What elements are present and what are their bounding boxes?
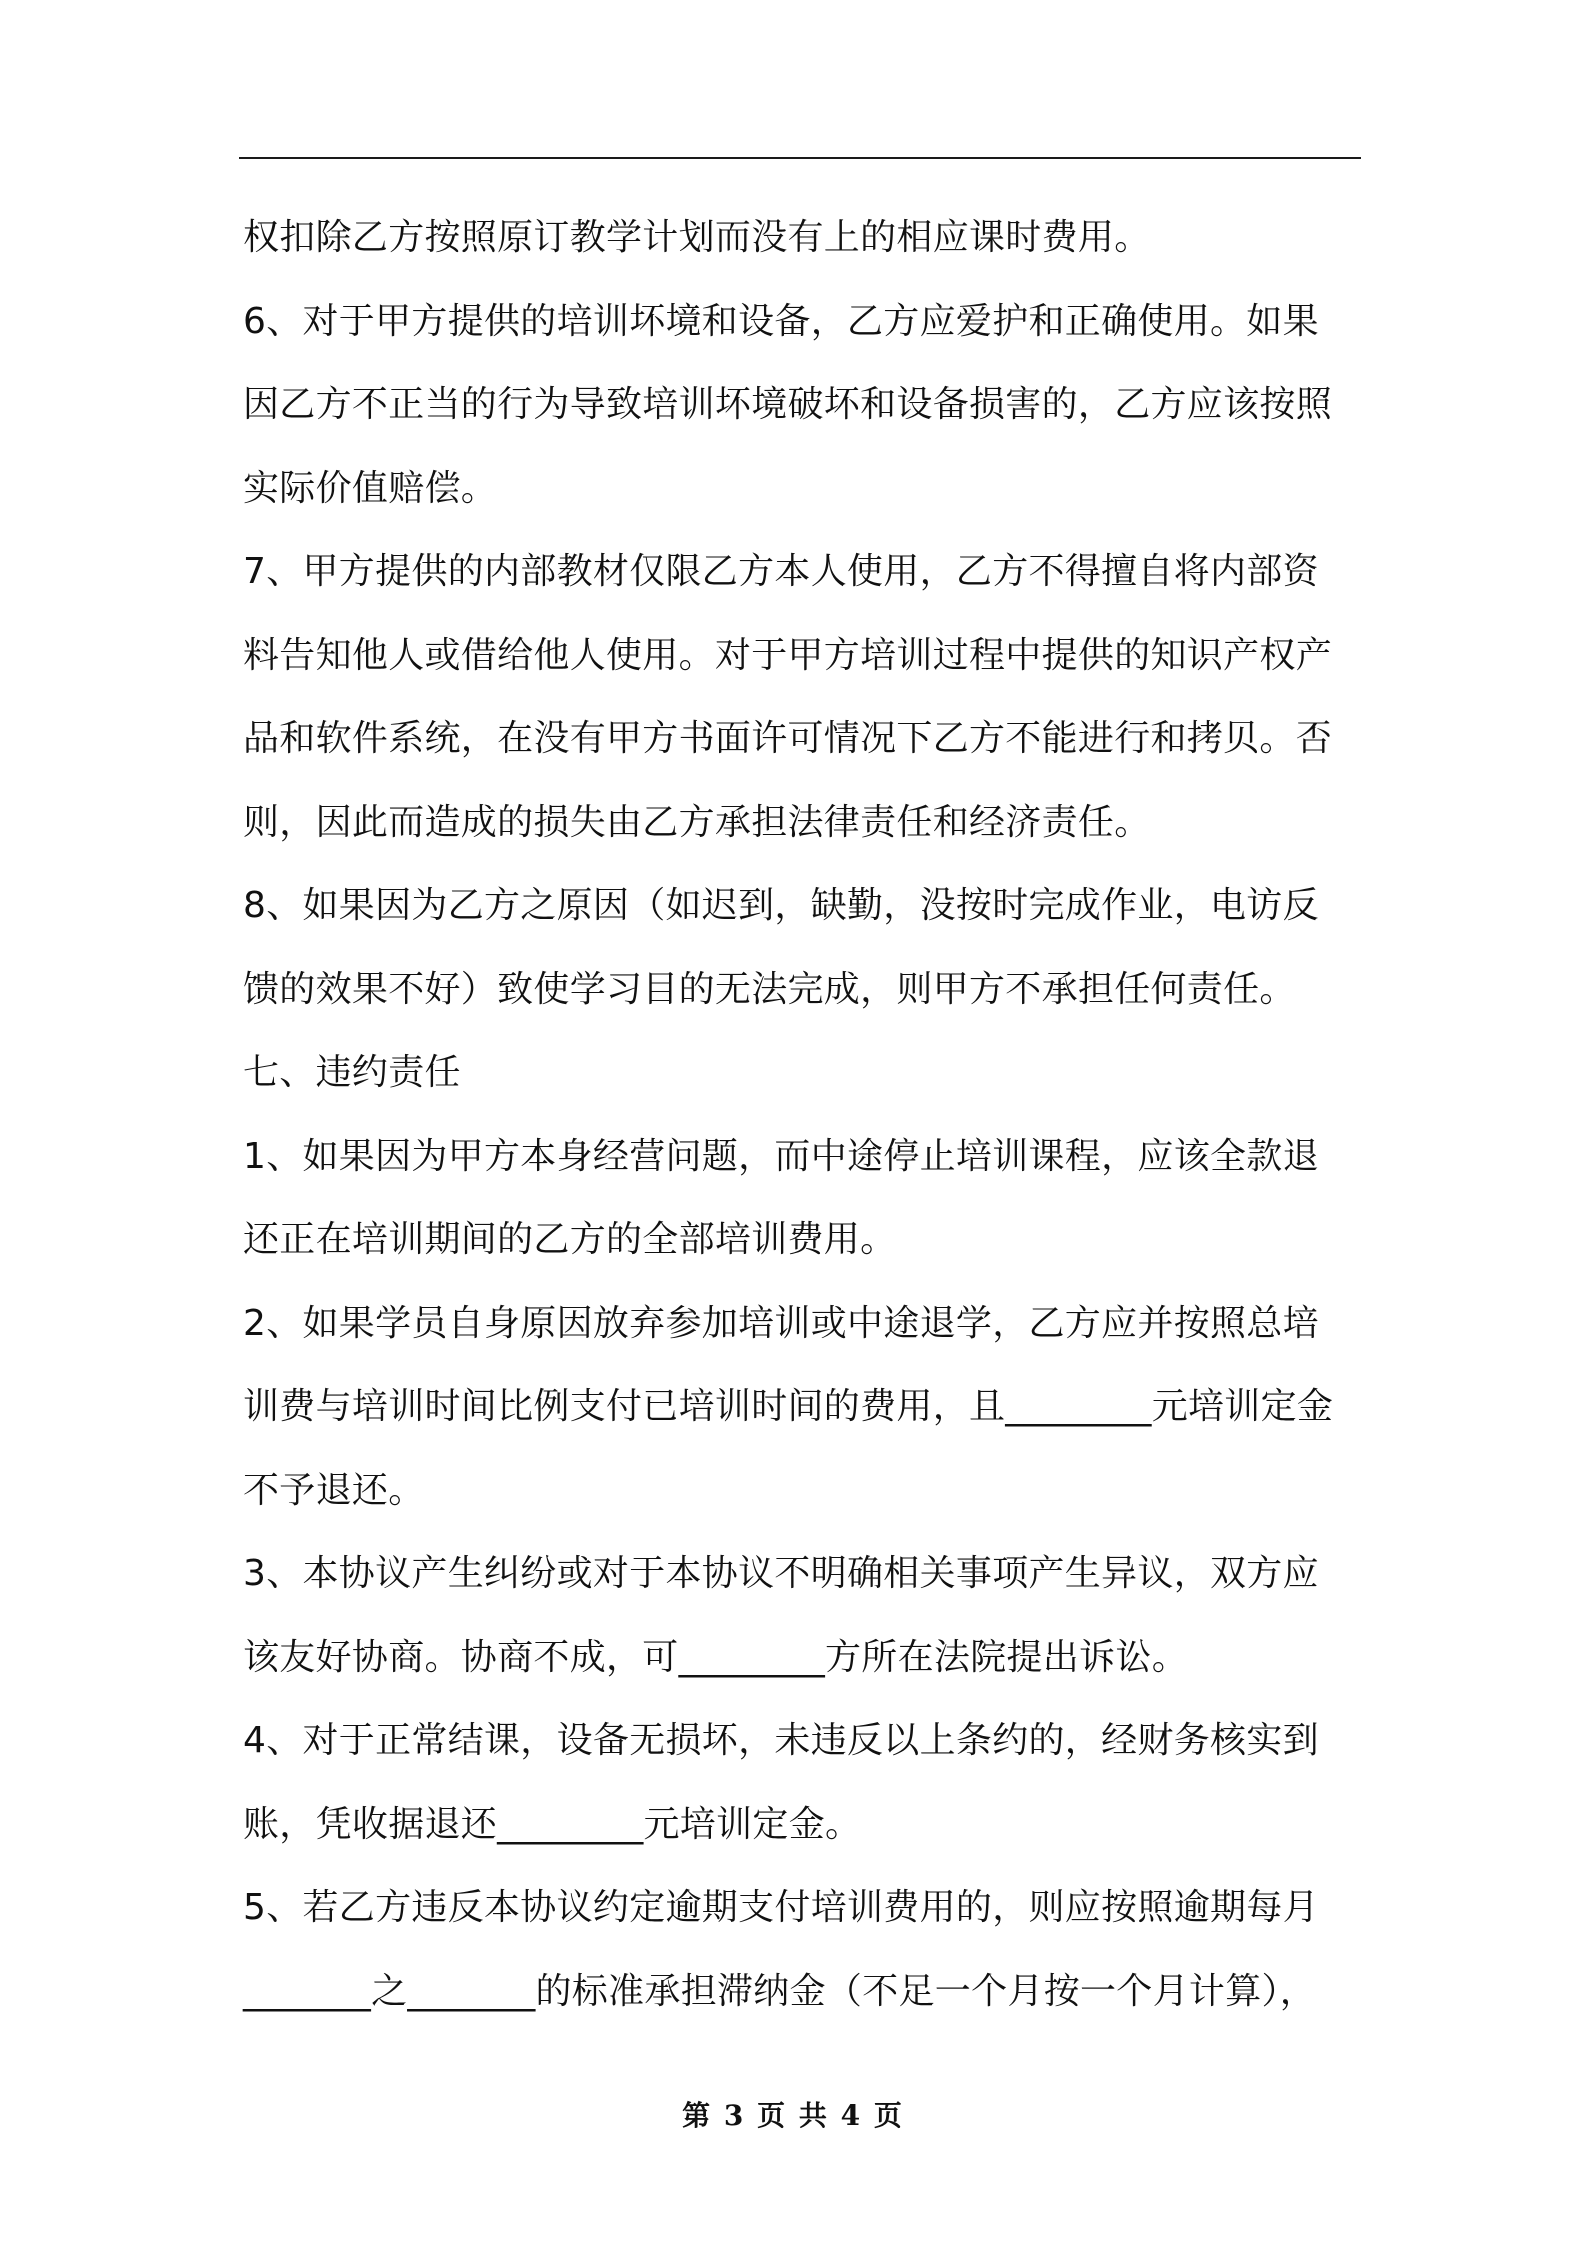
text-line: 3、本协议产生纠纷或对于本协议不明确相关事项产生异议，双方应 [243,1553,1319,1594]
text-line: 则，因此而造成的损失由乙方承担法律责任和经济责任。 [243,801,1151,843]
text-line: 馈的效果不好）致使学习目的无法完成，则甲方不承担任何责任。 [243,968,1296,1010]
text-line: 训费与培训时间比例支付已培训时间的费用，且________元培训定金 [243,1386,1334,1427]
text-line: 6、对于甲方提供的培训坏境和设备，乙方应爱护和正确使用。如果 [243,300,1319,342]
text-line: 实际价值赔偿。 [243,467,498,509]
header-rule [239,157,1361,159]
text-line: 2、如果学员自身原因放弃参加培训或中途退学，乙方应并按照总培 [243,1302,1319,1344]
text-line: 料告知他人或借给他人使用。对于甲方培训过程中提供的知识产权产 [243,634,1333,676]
document-body [243,196,1359,2033]
text-line: 1、如果因为甲方本身经营问题，而中途停止培训课程，应该全款退 [243,1135,1319,1177]
page-number-footer: 第 3 页 共 4 页 [682,2099,904,2132]
text-line: 不予退还。 [243,1469,425,1511]
text-line: 5、若乙方违反本协议约定逾期支付培训费用的，则应按照逾期每月 [243,1887,1319,1928]
text-line: _______之_______的标准承担滞纳金（不足一个月按一个月计算）， [243,1970,1317,2012]
text-line: 4、对于正常结课，设备无损坏，未违反以上条约的，经财务核实到 [243,1720,1319,1761]
text-line: 品和软件系统，在没有甲方书面许可情况下乙方不能进行和拷贝。否 [243,718,1333,759]
text-line: 还正在培训期间的乙方的全部培训费用。 [243,1219,897,1260]
text-line: 7、甲方提供的内部教材仅限乙方本人使用，乙方不得擅自将内部资 [243,551,1319,592]
text-line: 该友好协商。协商不成，可________方所在法院提出诉讼。 [243,1636,1188,1678]
text-line: 因乙方不正当的行为导致培训坏境破坏和设备损害的，乙方应该按照 [243,384,1333,425]
section-heading: 七、违约责任 [243,1052,461,1093]
text-line: 8、如果因为乙方之原因（如迟到，缺勤，没按时完成作业，电访反 [243,885,1319,926]
text-line: 账，凭收据退还________元培训定金。 [243,1803,862,1845]
text-line: 权扣除乙方按照原订教学计划而没有上的相应课时费用。 [243,217,1151,258]
